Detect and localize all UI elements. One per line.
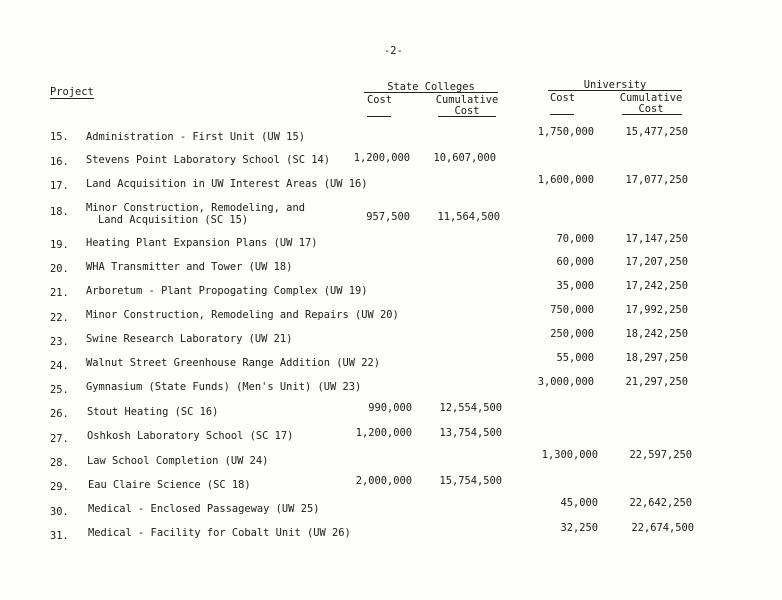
- sc-cumulative-header-2: Cost: [454, 105, 480, 117]
- uw-cumulative: 17,077,250: [625, 174, 688, 186]
- uw-cost: 250,000: [550, 328, 594, 340]
- row-number: 22.: [50, 312, 69, 324]
- row-number: 21.: [50, 287, 69, 299]
- page-number: -2-: [384, 45, 403, 57]
- uw-cost: 750,000: [550, 304, 594, 316]
- row-number: 25.: [50, 384, 69, 396]
- project-name: Medical - Enclosed Passageway (UW 25): [88, 503, 320, 515]
- project-name: Walnut Street Greenhouse Range Addition (UW 22): [86, 357, 381, 369]
- sc-cost: 957,500: [366, 211, 410, 223]
- row-number: 16.: [50, 156, 69, 168]
- sc-cumulative: 10,607,000: [433, 152, 496, 164]
- uw-cumulative: 22,642,250: [629, 497, 692, 509]
- sc-cost: 1,200,000: [353, 152, 410, 164]
- uw-cumulative-header-1: Cumulative: [619, 92, 683, 104]
- sc-cost-header: Cost: [367, 94, 393, 106]
- project-column-header: Project: [50, 86, 94, 98]
- uw-cost-rule: [550, 114, 574, 115]
- row-number: 28.: [50, 457, 69, 469]
- uw-cumulative: 21,297,250: [625, 376, 688, 388]
- sc-cumulative: 13,754,500: [439, 427, 502, 439]
- uw-cumulative: 17,207,250: [625, 256, 688, 268]
- project-name: Land Acquisition in UW Interest Areas (UW 16): [86, 178, 368, 190]
- project-name: Medical - Facility for Cobalt Unit (UW 26): [88, 527, 351, 539]
- sc-cumulative: 11,564,500: [437, 211, 500, 223]
- uw-cost: 60,000: [556, 256, 594, 268]
- uw-cost-header: Cost: [550, 92, 576, 104]
- uw-cost: 55,000: [556, 352, 594, 364]
- uw-cumulative: 18,242,250: [625, 328, 688, 340]
- row-number: 30.: [50, 506, 69, 518]
- project-name: Heating Plant Expansion Plans (UW 17): [86, 237, 318, 249]
- sc-cost-rule: [367, 116, 391, 117]
- uw-cumulative: 18,297,250: [625, 352, 688, 364]
- uw-cumulative: 15,477,250: [625, 126, 688, 138]
- row-number: 29.: [50, 481, 69, 493]
- sc-cumulative-header-1: Cumulative: [435, 94, 499, 106]
- uw-cost: 32,250: [560, 522, 598, 534]
- state-colleges-rule: [364, 92, 498, 93]
- project-name: Minor Construction, Remodeling and Repairs (UW 20): [86, 309, 399, 321]
- row-number: 17.: [50, 180, 69, 192]
- uw-cost: 1,750,000: [537, 126, 594, 138]
- uw-cumulative-rule: [622, 114, 682, 115]
- uw-cost: 45,000: [560, 497, 598, 509]
- project-name: Oshkosh Laboratory School (SC 17): [87, 430, 294, 442]
- uw-cumulative: 22,597,250: [629, 449, 692, 461]
- uw-cost: 1,300,000: [541, 449, 598, 461]
- row-number: 31.: [50, 530, 69, 542]
- project-name: Gymnasium (State Funds) (Men's Unit) (UW 23): [86, 381, 362, 393]
- row-number: 23.: [50, 336, 69, 348]
- uw-cumulative: 17,147,250: [625, 233, 688, 245]
- uw-cost: 1,600,000: [537, 174, 594, 186]
- uw-cost: 70,000: [556, 233, 594, 245]
- state-colleges-heading: State Colleges: [387, 81, 475, 93]
- uw-cumulative: 17,992,250: [625, 304, 688, 316]
- project-name: Swine Research Laboratory (UW 21): [86, 333, 293, 345]
- project-name: WHA Transmitter and Tower (UW 18): [86, 261, 293, 273]
- uw-cost: 3,000,000: [537, 376, 594, 388]
- uw-cost: 35,000: [556, 280, 594, 292]
- sc-cumulative: 12,554,500: [439, 402, 502, 414]
- sc-cost: 2,000,000: [355, 475, 412, 487]
- uw-cumulative: 17,242,250: [625, 280, 688, 292]
- project-name-continued: Land Acquisition (SC 15): [98, 214, 249, 226]
- row-number: 19.: [50, 239, 69, 251]
- project-name: Arboretum - Plant Propogating Complex (UW 19): [86, 285, 368, 297]
- university-rule: [548, 90, 682, 91]
- row-number: 15.: [50, 131, 69, 143]
- sc-cumulative: 15,754,500: [439, 475, 502, 487]
- sc-cost: 990,000: [368, 402, 412, 414]
- uw-cumulative: 22,674,500: [631, 522, 694, 534]
- row-number: 26.: [50, 408, 69, 420]
- university-heading: University: [583, 79, 647, 91]
- project-name: Law School Completion (UW 24): [87, 455, 269, 467]
- row-number: 20.: [50, 263, 69, 275]
- sc-cost: 1,200,000: [355, 427, 412, 439]
- sc-cumulative-rule: [438, 116, 496, 117]
- project-name: Stevens Point Laboratory School (SC 14): [86, 154, 330, 166]
- project-name: Eau Claire Science (SC 18): [88, 479, 251, 491]
- row-number: 18.: [50, 206, 69, 218]
- project-name: Stout Heating (SC 16): [87, 406, 219, 418]
- uw-cumulative-header-2: Cost: [638, 103, 664, 115]
- project-name: Administration - First Unit (UW 15): [86, 131, 305, 143]
- row-number: 24.: [50, 360, 69, 372]
- project-name: Minor Construction, Remodeling, and: [86, 202, 305, 214]
- row-number: 27.: [50, 433, 69, 445]
